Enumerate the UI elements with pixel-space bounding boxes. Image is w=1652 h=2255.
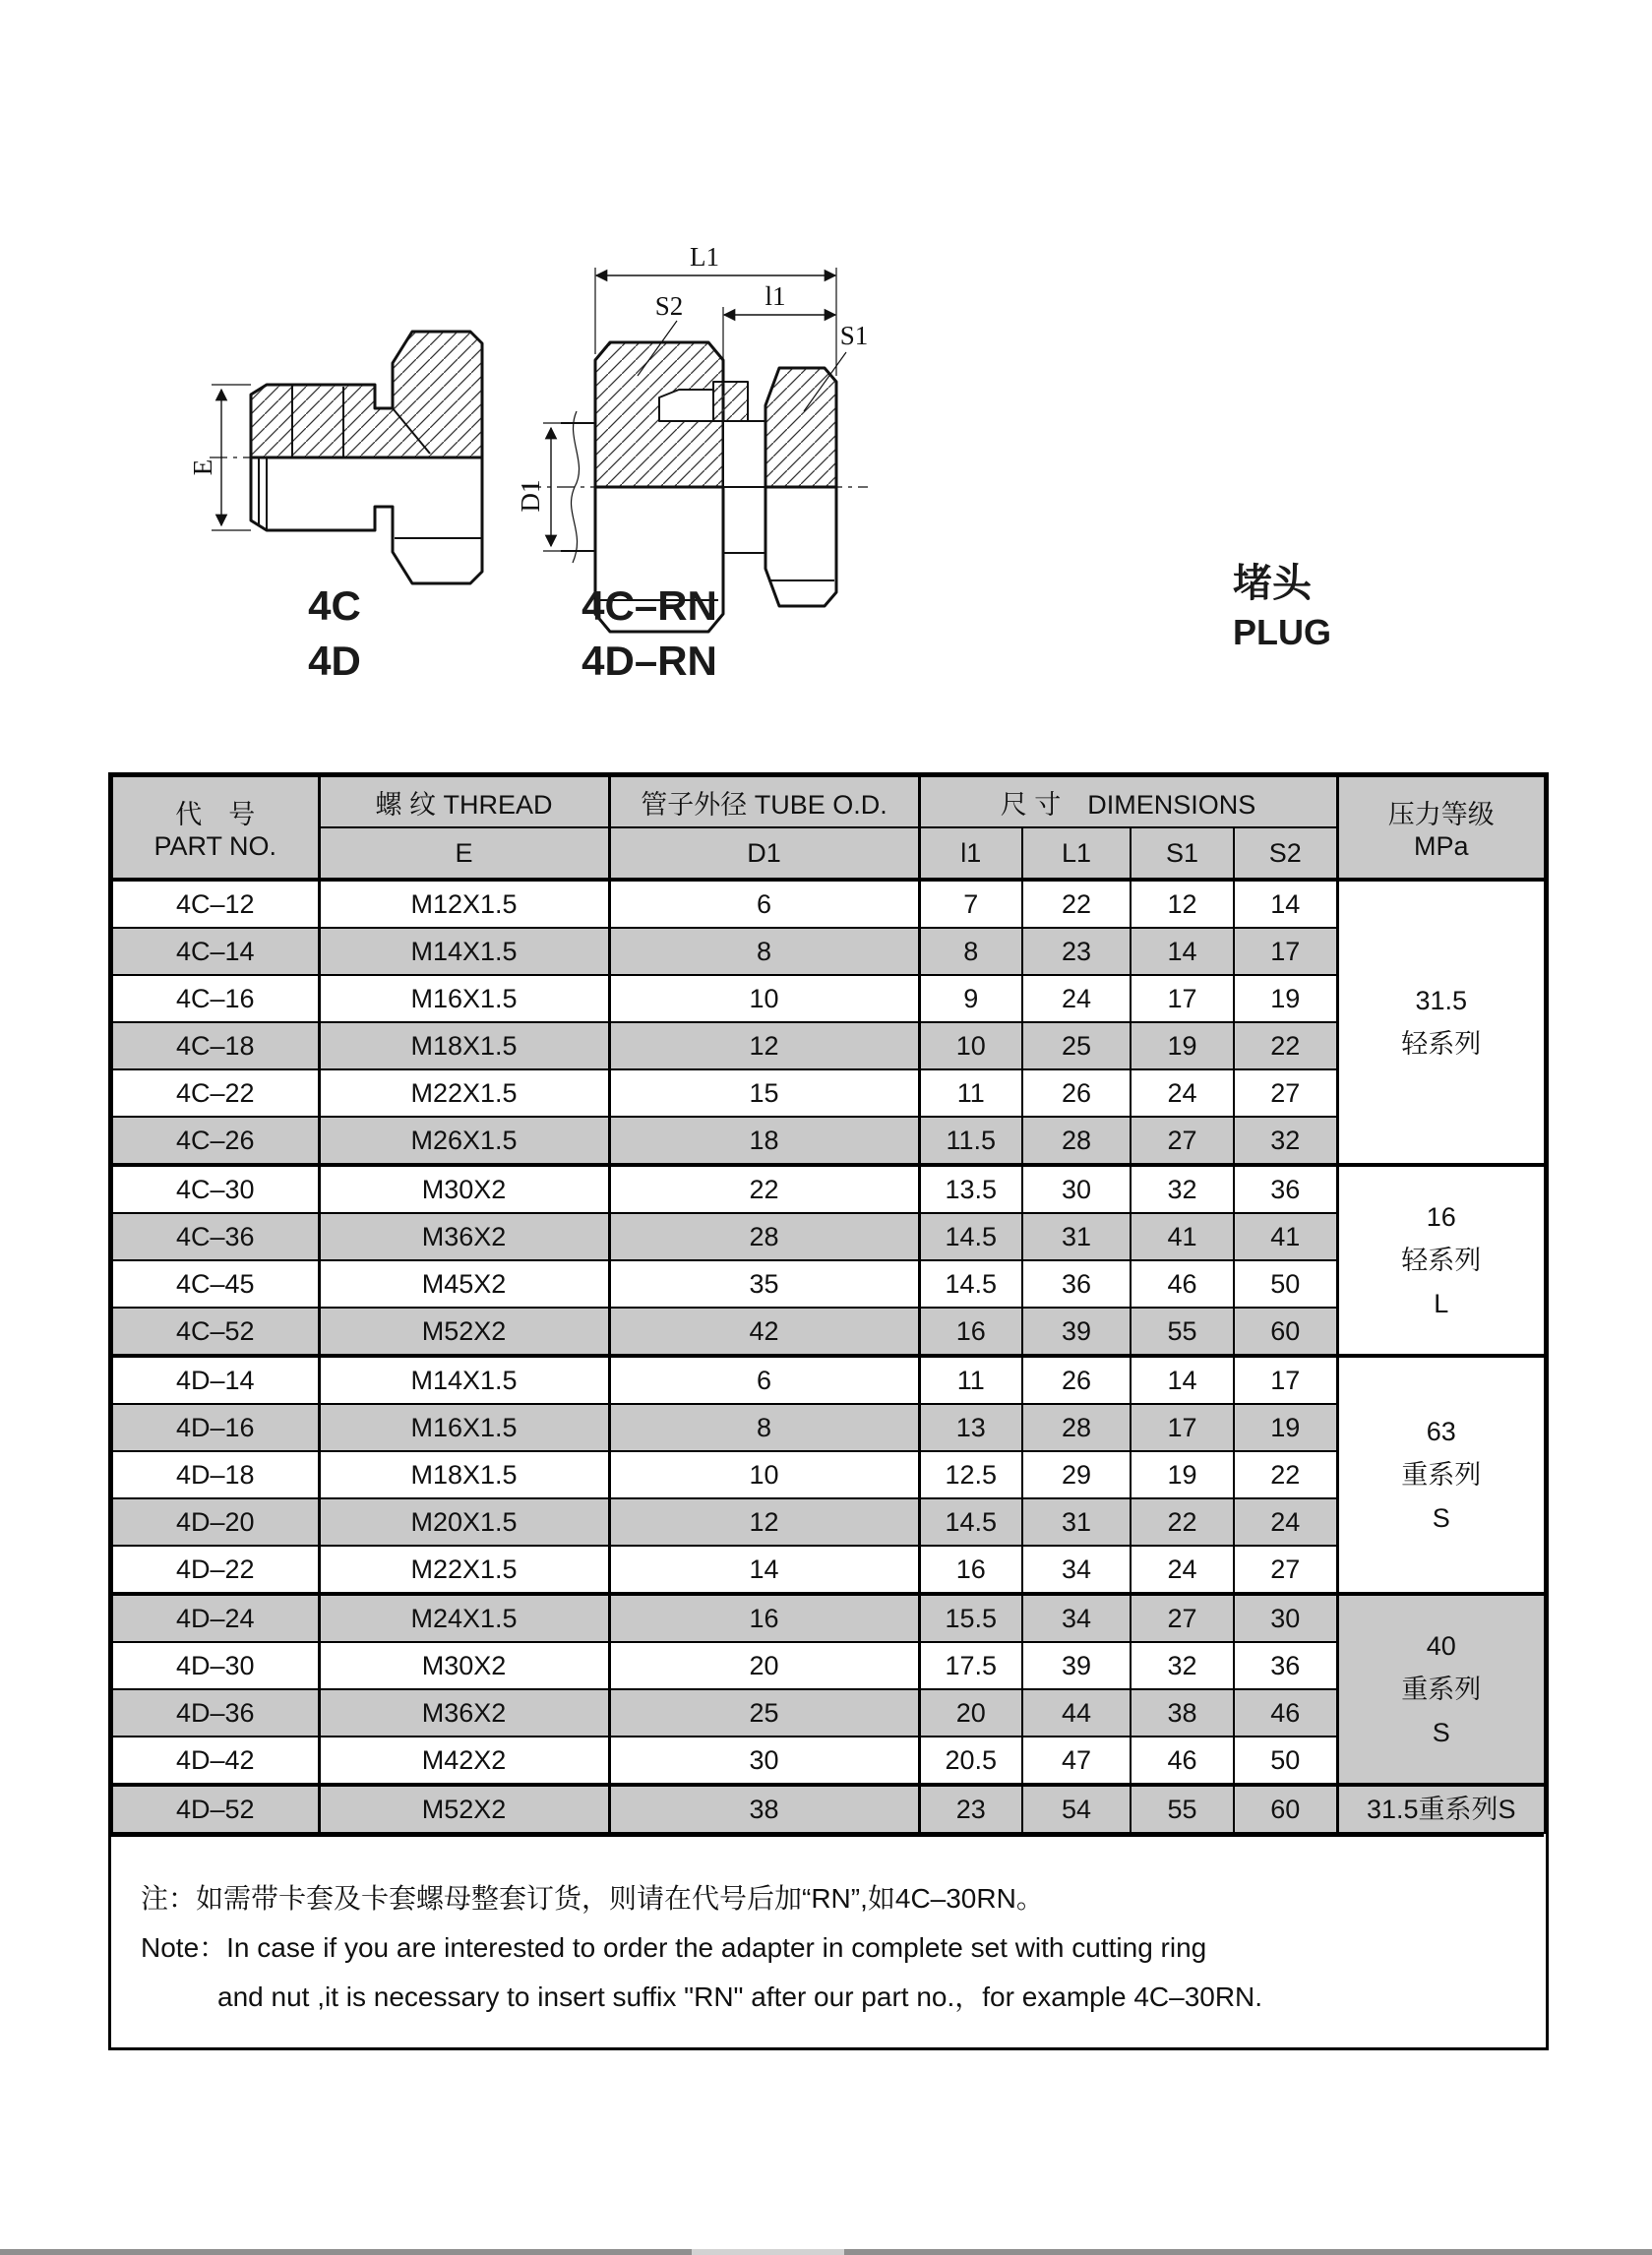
dimension-cell: 15.5 (919, 1594, 1022, 1642)
dimension-cell: M16X1.5 (319, 975, 609, 1022)
dimension-cell: 26 (1022, 1356, 1131, 1404)
dimension-cell: 14.5 (919, 1260, 1022, 1308)
dimension-cell: 32 (1131, 1642, 1234, 1689)
dimension-cell: 32 (1131, 1165, 1234, 1213)
dimension-cell: 20.5 (919, 1737, 1022, 1785)
dimension-cell: M30X2 (319, 1642, 609, 1689)
dimension-cell: 28 (609, 1213, 919, 1260)
dimension-cell: 13 (919, 1404, 1022, 1451)
dimension-cell: 50 (1234, 1260, 1337, 1308)
dimension-cell: 13.5 (919, 1165, 1022, 1213)
dimension-cell: 22 (609, 1165, 919, 1213)
dimension-cell: 27 (1234, 1069, 1337, 1117)
col-header-part-no (112, 776, 319, 880)
dimension-cell: 54 (1022, 1785, 1131, 1833)
part-no-cell: 4C–36 (112, 1213, 319, 1260)
dimension-cell: M14X1.5 (319, 928, 609, 975)
dimension-cell: 25 (609, 1689, 919, 1737)
caption-4d-rn: 4D–RN (581, 638, 717, 684)
dimension-cell: M12X1.5 (319, 880, 609, 928)
dimension-cell: 44 (1022, 1689, 1131, 1737)
part-no-cell: 4D–30 (112, 1642, 319, 1689)
dimension-cell: 39 (1022, 1642, 1131, 1689)
page-title-en: PLUG (1233, 612, 1332, 652)
table-row (112, 1356, 1545, 1404)
dimension-cell: 55 (1131, 1308, 1234, 1356)
dimension-cell: 38 (609, 1785, 919, 1833)
dimension-cell: M14X1.5 (319, 1356, 609, 1404)
dimension-cell: 41 (1131, 1213, 1234, 1260)
dimension-cell: 17 (1131, 975, 1234, 1022)
dimension-cell: 12 (609, 1498, 919, 1546)
dimension-e-label: E (188, 458, 217, 476)
cutting-ring (659, 390, 713, 421)
table-row (112, 1642, 1545, 1689)
dimension-cell: 31 (1022, 1498, 1131, 1546)
dimension-cell: 42 (609, 1308, 919, 1356)
note-line-en-2: and nut ,it is necessary to insert suffix "RN" after our part no.，for example 4C–30RN. (217, 1981, 1263, 2012)
table-row (112, 928, 1545, 975)
table-row (112, 1451, 1545, 1498)
dimension-cell: 30 (1022, 1165, 1131, 1213)
dimension-cell: 16 (919, 1308, 1022, 1356)
horizontal-scrollbar[interactable] (0, 2249, 1652, 2255)
dimension-cell: 8 (609, 928, 919, 975)
dimension-cell: 11 (919, 1356, 1022, 1404)
dimension-cell: 19 (1234, 1404, 1337, 1451)
dimension-cell: 35 (609, 1260, 919, 1308)
col-header-tube-od: 管子外径 TUBE O.D. (609, 776, 919, 827)
dimension-cell: 14.5 (919, 1498, 1022, 1546)
right-drawing-caption (531, 579, 767, 689)
dimension-d1-label: D1 (516, 479, 545, 513)
dimension-cell: 24 (1131, 1546, 1234, 1594)
dimension-cell: 32 (1234, 1117, 1337, 1165)
dimension-cell: 15 (609, 1069, 919, 1117)
pressure-rating-cell: 16 轻系列 L (1337, 1165, 1545, 1356)
dimension-cell: 17 (1234, 928, 1337, 975)
dimension-cell: 22 (1022, 880, 1131, 928)
subheader-d1: D1 (609, 827, 919, 880)
dimension-cell: 47 (1022, 1737, 1131, 1785)
dimension-cell: 10 (919, 1022, 1022, 1069)
dimension-cell: 19 (1234, 975, 1337, 1022)
col-header-part-no-zh: 代 号 (175, 800, 256, 829)
dimension-cell: 36 (1022, 1260, 1131, 1308)
table-row (112, 975, 1545, 1022)
dimension-cell: M18X1.5 (319, 1451, 609, 1498)
plug-lower-view (251, 457, 482, 583)
col-header-part-no-en: PART NO. (153, 831, 277, 861)
table-row (112, 1260, 1545, 1308)
dimension-cell: 46 (1131, 1737, 1234, 1785)
dimension-cell: 60 (1234, 1785, 1337, 1833)
dimension-cell: 30 (1234, 1594, 1337, 1642)
dimension-cell: 20 (919, 1689, 1022, 1737)
dimension-cell: 11 (919, 1069, 1022, 1117)
dimension-cell: 19 (1131, 1022, 1234, 1069)
dimension-s1-label: S1 (839, 321, 869, 350)
dimension-cell: 12.5 (919, 1451, 1022, 1498)
table-row (112, 1689, 1545, 1737)
dimension-cell: 36 (1234, 1642, 1337, 1689)
dimension-cell: 46 (1131, 1260, 1234, 1308)
dimension-cell: 10 (609, 975, 919, 1022)
dimension-cell: 14 (609, 1546, 919, 1594)
dimension-cell: 24 (1131, 1069, 1234, 1117)
pressure-rating-cell: 31.5 轻系列 (1337, 880, 1545, 1165)
dimension-cell: 50 (1234, 1737, 1337, 1785)
dimension-cell: 10 (609, 1451, 919, 1498)
spec-table-frame (108, 772, 1549, 2050)
part-no-cell: 4C–45 (112, 1260, 319, 1308)
dimension-cell: 28 (1022, 1404, 1131, 1451)
col-header-thread: 螺 纹 THREAD (319, 776, 609, 827)
part-no-cell: 4D–20 (112, 1498, 319, 1546)
part-no-cell: 4D–52 (112, 1785, 319, 1833)
part-no-cell: 4D–36 (112, 1689, 319, 1737)
dimension-cell: M36X2 (319, 1213, 609, 1260)
caption-4c-rn: 4C–RN (581, 582, 717, 629)
dimension-cell: 14 (1131, 928, 1234, 975)
part-no-cell: 4C–12 (112, 880, 319, 928)
dimension-cell: 14 (1234, 880, 1337, 928)
dimension-cell: 7 (919, 880, 1022, 928)
table-row (112, 1022, 1545, 1069)
dimension-cell: 8 (919, 928, 1022, 975)
table-row (112, 1404, 1545, 1451)
cutting-ring-collar (713, 382, 748, 421)
dimension-cell: M42X2 (319, 1737, 609, 1785)
dimension-cell: 9 (919, 975, 1022, 1022)
subheader-l1: L1 (1022, 827, 1131, 880)
page-title (1233, 559, 1331, 657)
dimension-cell: 41 (1234, 1213, 1337, 1260)
subheader-s2: S2 (1234, 827, 1337, 880)
dimension-cell: 26 (1022, 1069, 1131, 1117)
part-no-cell: 4C–26 (112, 1117, 319, 1165)
table-row (112, 1308, 1545, 1356)
dimension-cell: M24X1.5 (319, 1594, 609, 1642)
part-no-cell: 4D–22 (112, 1546, 319, 1594)
table-row (112, 880, 1545, 928)
part-no-cell: 4D–24 (112, 1594, 319, 1642)
dimension-cell: M16X1.5 (319, 1404, 609, 1451)
dimension-cell: 27 (1234, 1546, 1337, 1594)
part-no-cell: 4C–30 (112, 1165, 319, 1213)
table-row (112, 1069, 1545, 1117)
dimension-cell: 16 (919, 1546, 1022, 1594)
plug-upper-section (251, 332, 482, 457)
dimension-cell: 23 (919, 1785, 1022, 1833)
dimension-cell: 27 (1131, 1117, 1234, 1165)
dimension-cell: M18X1.5 (319, 1022, 609, 1069)
part-no-cell: 4D–18 (112, 1451, 319, 1498)
hex-upper-section (765, 368, 836, 487)
dimension-cell: 38 (1131, 1689, 1234, 1737)
left-drawing-caption (241, 579, 428, 689)
dimension-cell: 55 (1131, 1785, 1234, 1833)
plug-section-drawing-4c-4d (182, 290, 487, 615)
part-no-cell: 4C–16 (112, 975, 319, 1022)
dimension-cell: 19 (1131, 1451, 1234, 1498)
page-title-zh: 堵头 (1233, 562, 1312, 605)
dimension-cell: 12 (1131, 880, 1234, 928)
dimension-cell: M36X2 (319, 1689, 609, 1737)
part-no-cell: 4C–18 (112, 1022, 319, 1069)
col-header-pressure-zh: 压力等级 (1387, 800, 1495, 829)
table-row (112, 1498, 1545, 1546)
dimension-cell: 16 (609, 1594, 919, 1642)
dimension-cell: 14.5 (919, 1213, 1022, 1260)
col-header-dimensions: 尺 寸 DIMENSIONS (919, 776, 1337, 827)
dimension-cell: M20X1.5 (319, 1498, 609, 1546)
dimension-l1-label: L1 (690, 242, 719, 272)
dimension-cell: 34 (1022, 1594, 1131, 1642)
dimension-cell: 22 (1234, 1022, 1337, 1069)
table-row (112, 1213, 1545, 1260)
pressure-rating-cell: 31.5重系列S (1337, 1785, 1545, 1833)
dimension-cell: M52X2 (319, 1785, 609, 1833)
dimension-i1-label: l1 (765, 281, 786, 311)
dimension-cell: 11.5 (919, 1117, 1022, 1165)
dimension-cell: 31 (1022, 1213, 1131, 1260)
horizontal-scrollbar-thumb[interactable] (692, 2249, 844, 2255)
caption-4c: 4C (308, 582, 361, 629)
table-row (112, 1594, 1545, 1642)
dimension-cell: 22 (1234, 1451, 1337, 1498)
order-note (111, 1834, 1544, 2047)
table-row (112, 1546, 1545, 1594)
caption-4d: 4D (308, 638, 361, 684)
dimension-cell: 27 (1131, 1594, 1234, 1642)
part-no-cell: 4C–52 (112, 1308, 319, 1356)
hex-lower-view (765, 487, 836, 606)
col-header-pressure-unit: MPa (1414, 831, 1469, 861)
dimension-cell: M45X2 (319, 1260, 609, 1308)
dimension-s2-label: S2 (654, 291, 684, 321)
dimension-cell: 28 (1022, 1117, 1131, 1165)
dimension-cell: 17.5 (919, 1642, 1022, 1689)
table-row (112, 1737, 1545, 1785)
dimension-cell: 14 (1131, 1356, 1234, 1404)
col-header-pressure (1337, 776, 1545, 880)
subheader-s1: S1 (1131, 827, 1234, 880)
note-line-zh: 注：如需带卡套及卡套螺母整套订货，则请在代号后加“RN”,如4C–30RN。 (141, 1883, 1044, 1914)
dimension-cell: 8 (609, 1404, 919, 1451)
dimension-cell: 30 (609, 1737, 919, 1785)
table-row (112, 1165, 1545, 1213)
dimension-cell: M26X1.5 (319, 1117, 609, 1165)
dimension-cell: 6 (609, 880, 919, 928)
pressure-rating-cell: 40 重系列 S (1337, 1594, 1545, 1785)
table-row (112, 1117, 1545, 1165)
part-no-cell: 4D–14 (112, 1356, 319, 1404)
part-no-cell: 4C–22 (112, 1069, 319, 1117)
dimension-cell: 39 (1022, 1308, 1131, 1356)
dimension-cell: M22X1.5 (319, 1069, 609, 1117)
dimension-cell: 6 (609, 1356, 919, 1404)
part-no-cell: 4C–14 (112, 928, 319, 975)
dimension-cell: 24 (1234, 1498, 1337, 1546)
dimension-cell: 22 (1131, 1498, 1234, 1546)
dimension-cell: 60 (1234, 1308, 1337, 1356)
dimension-cell: M22X1.5 (319, 1546, 609, 1594)
dimension-cell: M30X2 (319, 1165, 609, 1213)
dimension-cell: 36 (1234, 1165, 1337, 1213)
dimension-cell: 17 (1234, 1356, 1337, 1404)
dimension-cell: 20 (609, 1642, 919, 1689)
pressure-rating-cell: 63 重系列 S (1337, 1356, 1545, 1594)
dimension-cell: 17 (1131, 1404, 1234, 1451)
dimension-cell: 24 (1022, 975, 1131, 1022)
dimension-cell: 12 (609, 1022, 919, 1069)
part-no-cell: 4D–16 (112, 1404, 319, 1451)
dimension-cell: 18 (609, 1117, 919, 1165)
dimension-cell: 46 (1234, 1689, 1337, 1737)
subheader-e: E (319, 827, 609, 880)
table-row (112, 1785, 1545, 1833)
part-no-cell: 4D–42 (112, 1737, 319, 1785)
note-line-en-1: Note：In case if you are interested to order the adapter in complete set with cutting ring (141, 1932, 1207, 1963)
subheader-i1: l1 (919, 827, 1022, 880)
dimension-cell: 34 (1022, 1546, 1131, 1594)
dimension-cell: 25 (1022, 1022, 1131, 1069)
dimension-cell: M52X2 (319, 1308, 609, 1356)
dimension-cell: 29 (1022, 1451, 1131, 1498)
spec-table (111, 775, 1546, 1834)
dimension-cell: 23 (1022, 928, 1131, 975)
